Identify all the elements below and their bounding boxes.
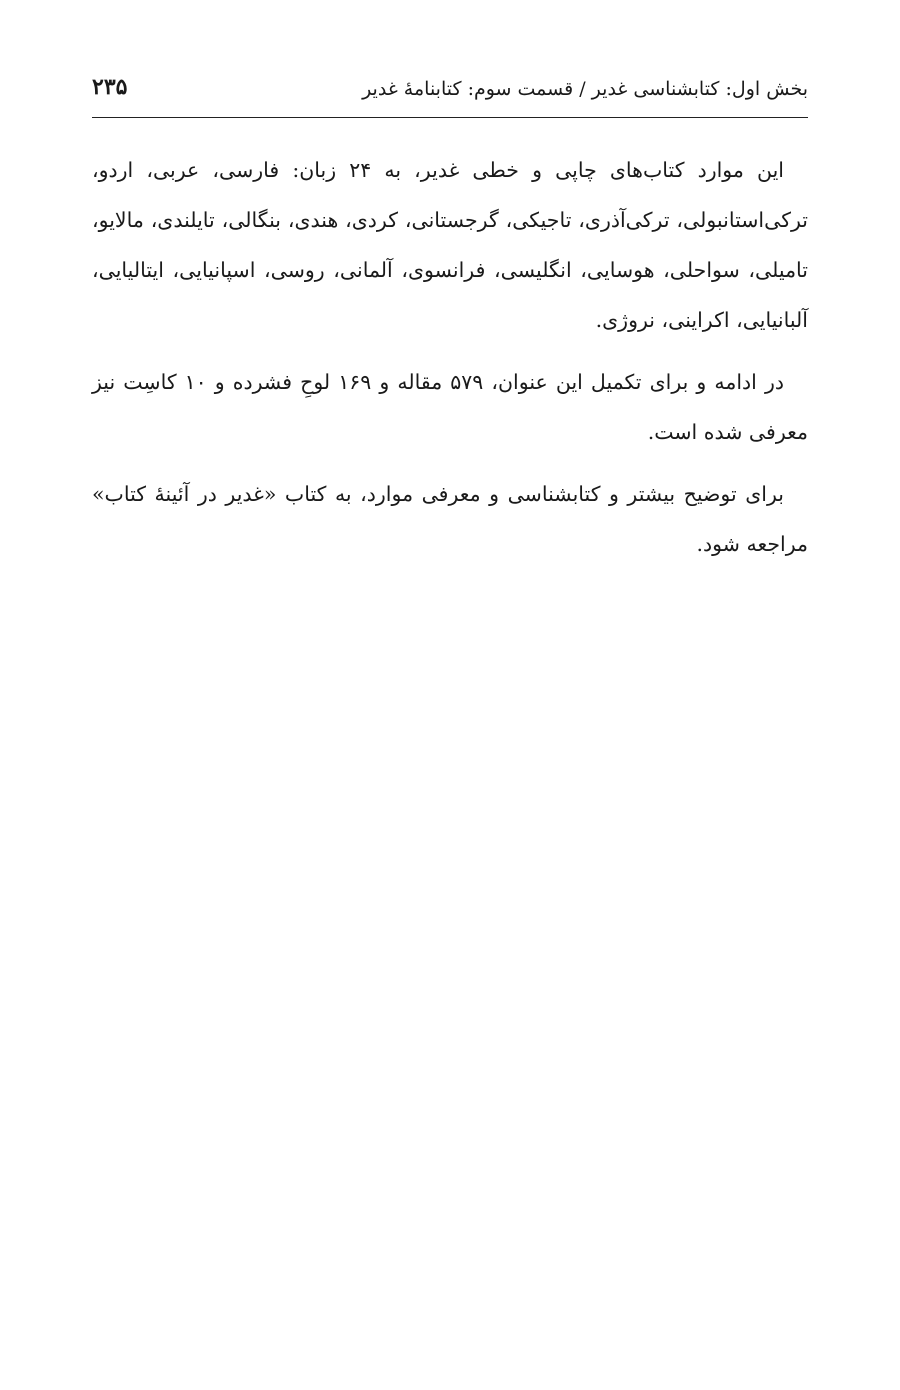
header-divider: [92, 117, 808, 118]
header-title: بخش اول: کتابشناسی غدیر / قسمت سوم: کتابنامهٔ غدیر: [362, 78, 808, 100]
paragraph-languages: این موارد کتاب‌های چاپی و خطی غدیر، به ۲۴ زبان: فارسی، عربی، اردو، ترکی‌استانبولی، ترکی‌آذری، تاجیکی، گرجستانی، کردی، هندی، بنگالی، تایلندی، مالایو، تامیلی، سواحلی، هوسایی، انگلیسی، فرانسوی، آلمانی، روسی، اسپانیایی، ایتالیایی، آلبانیایی، اکراینی، نروژی.: [92, 158, 808, 332]
paragraph-articles: در ادامه و برای تکمیل این عنوان، ۵۷۹ مقاله و ۱۶۹ لوحِ فشرده و ۱۰ کاسِت نیز معرفی شده است.: [92, 370, 808, 444]
running-header: [92, 70, 808, 118]
paragraph-reference: برای توضیح بیشتر و کتابشناسی و معرفی موارد، به کتاب «غدیر در آئینهٔ کتاب» مراجعه شود.: [92, 482, 808, 556]
page-number: ۲۳۵: [92, 74, 128, 100]
body-text: [92, 145, 808, 581]
